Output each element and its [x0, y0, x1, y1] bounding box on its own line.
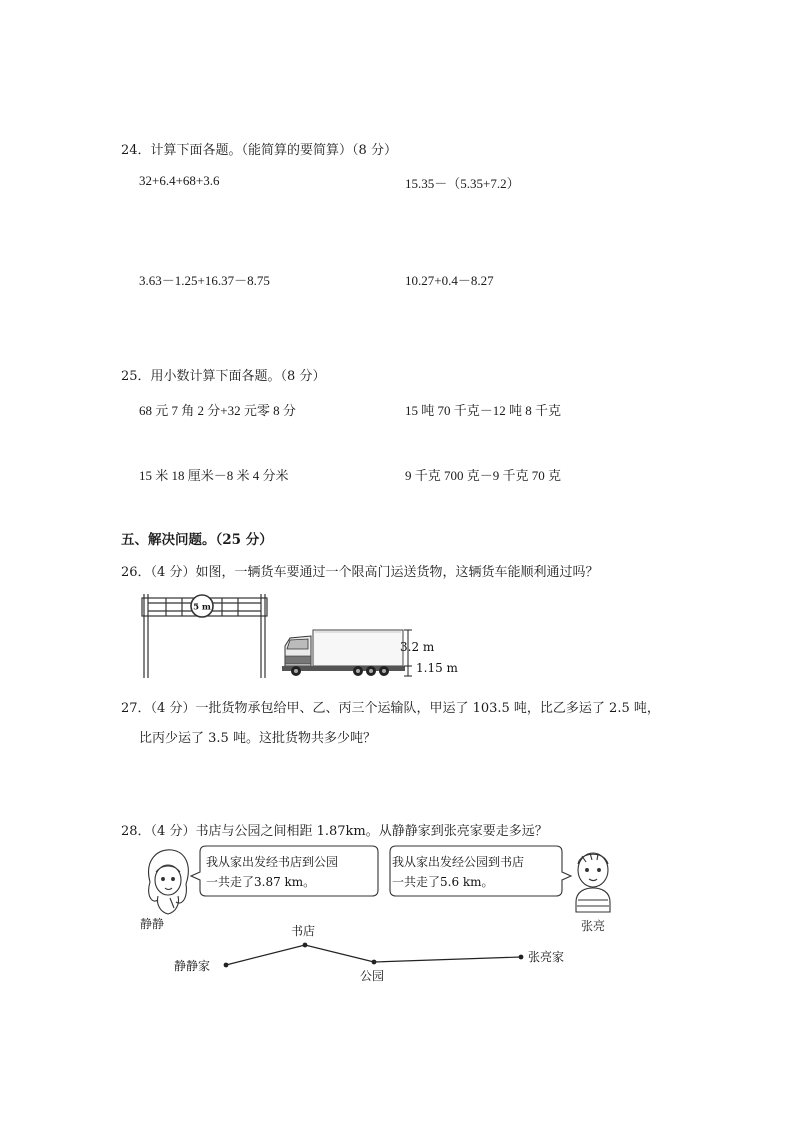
point-jingjing-home: [224, 963, 229, 968]
q25-expr-2: 15 吨 70 千克－12 吨 8 千克: [405, 403, 562, 418]
section-5-title: 五、解决问题。（25 分）: [121, 532, 273, 548]
boy-zhangliang-icon: [576, 853, 610, 912]
q25-expr-4: 9 千克 700 克－9 千克 70 克: [405, 468, 562, 483]
girl-jingjing-icon: [149, 850, 189, 914]
q24-expr-2: 15.35－（5.35+7.2）: [405, 176, 520, 191]
label-zhangliang-home: 张亮家: [528, 950, 565, 964]
q28-figure: [136, 842, 616, 992]
height-limit-sign: 5 m: [193, 602, 211, 613]
q28-title: 28．（4 分）书店与公园之间相距 1.87km。从静静家到张亮家要走多远？: [121, 824, 548, 839]
q25-expr-1: 68 元 7 角 2 分+32 元零 8 分: [139, 403, 296, 418]
q24-expr-1: 32+6.4+68+3.6: [139, 173, 220, 188]
name-zhangliang: 张亮: [581, 919, 606, 933]
bubble-left-line-2: 一共走了3.87 km。: [206, 875, 316, 889]
point-zhangliang-home: [519, 955, 524, 960]
bubble-right-line-1: 我从家出发经公园到书店: [392, 855, 525, 869]
truck-image: [282, 630, 405, 676]
q24-expr-3: 3.63－1.25+16.37－8.75: [139, 273, 270, 288]
q26-figure: [138, 590, 468, 682]
q25-expr-3: 15 米 18 厘米－8 米 4 分米: [139, 468, 289, 483]
name-jingjing: 静静: [140, 917, 165, 931]
cargo-height-label: 3.2 m: [400, 640, 435, 654]
route-map: [224, 943, 524, 968]
point-park: [372, 960, 377, 965]
label-park: 公园: [360, 969, 385, 983]
bubble-right-line-2: 一共走了5.6 km。: [392, 875, 494, 889]
q24-title: 24．计算下面各题。（能简算的要简算）（8 分）: [121, 143, 397, 158]
q25-title: 25．用小数计算下面各题。（8 分）: [121, 369, 326, 384]
q26-title: 26．（4 分）如图，一辆货车要通过一个限高门运送货物，这辆货车能顺利通过吗？: [121, 565, 599, 580]
label-bookstore: 书店: [291, 924, 316, 938]
point-bookstore: [303, 943, 308, 948]
q27-line-2: 比丙少运了 3.5 吨。这批货物共多少吨？: [139, 731, 376, 746]
base-height-label: 1.15 m: [416, 661, 458, 675]
bubble-left-line-1: 我从家出发经书店到公园: [206, 855, 339, 869]
label-jingjing-home: 静静家: [174, 959, 211, 973]
q27-line-1: 27．（4 分）一批货物承包给甲、乙、丙三个运输队，甲运了 103.5 吨，比乙多运了 2.5 吨，: [121, 701, 660, 716]
q24-expr-4: 10.27+0.4－8.27: [405, 273, 494, 288]
